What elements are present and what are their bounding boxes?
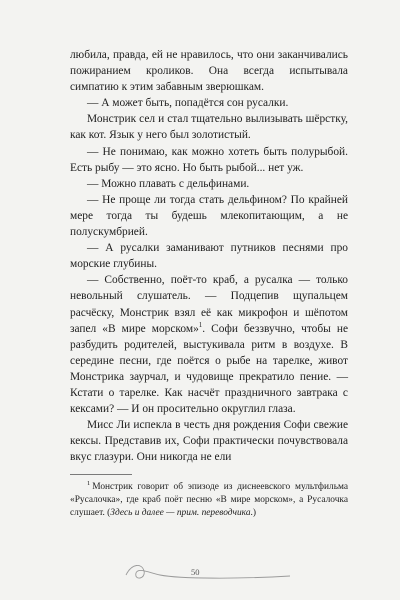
page-number: 50: [191, 567, 200, 577]
page-content: [70, 47, 348, 519]
footnote-text-end: .): [250, 507, 256, 518]
swirl-ornament-icon: [120, 557, 300, 583]
paragraph-8-text-after: . Софи беззвучно, чтобы не разбудить родителей, выстукивала ритм в воздухе. В середине песни, где поётся о рыбе на тарелке, живот Монстрика заурчал, и чудовище прекратило пение. — Кстати о тарелке. Как насчёт праздничного завтрака с кексами? — И он просительно округлил глаза.: [70, 322, 349, 416]
footnote-reference[interactable]: 1: [198, 320, 203, 329]
paragraph-9: Мисс Ли испекла в честь дня рождения Софи свежие кексы. Представив их, Софи практически почувствовала вкус глазури. Они никогда не ели: [70, 419, 348, 464]
paragraph-2: — А может быть, попадётся сон русалки.: [87, 97, 289, 110]
footnote-divider: [70, 474, 132, 475]
paragraph-3: Монстрик сел и стал тщательно вылизывать шёрстку, как кот. Язык у него был золотистый.: [70, 113, 348, 142]
paragraph-1: любила, правда, ей не нравилось, что они заканчивались пожиранием кроликов. Она всегда испытывала симпатию к этим забавным зверюшкам.: [70, 49, 348, 94]
paragraph-8: [70, 272, 348, 417]
paragraph-4: — Не понимаю, как можно хотеть быть полурыбой. Есть рыбу — это ясно. Но быть рыбой... нет уж.: [70, 145, 348, 174]
footnote-number: 1: [87, 480, 91, 488]
paragraph-8-text-before: — Собственно, поёт-то краб, а русалка — только невольный слушатель. — Подцепив щупальцем расчёску, Монстрик взял её как микрофон и шёпотом запел «В мире морском»: [70, 274, 348, 335]
footnote-text: Монстрик говорит об эпизоде из диснеевского мультфильма «Русалочка», где краб поёт песню «В мире морском», а Русалочка слушает. (: [70, 482, 348, 518]
body-text: [70, 47, 348, 465]
footnote: [70, 481, 348, 519]
paragraph-7: — А русалки заманивают путников песнями про морские глубины.: [70, 242, 348, 271]
paragraph-6: — Не проще ли тогда стать дельфином? По крайней мере тогда ты будешь млекопитающим, а не полускумбрией.: [70, 193, 348, 239]
paragraph-5: — Можно плавать с дельфинами.: [87, 177, 250, 190]
footnote-italic-note: Здесь и далее — прим. переводчика: [110, 507, 251, 518]
